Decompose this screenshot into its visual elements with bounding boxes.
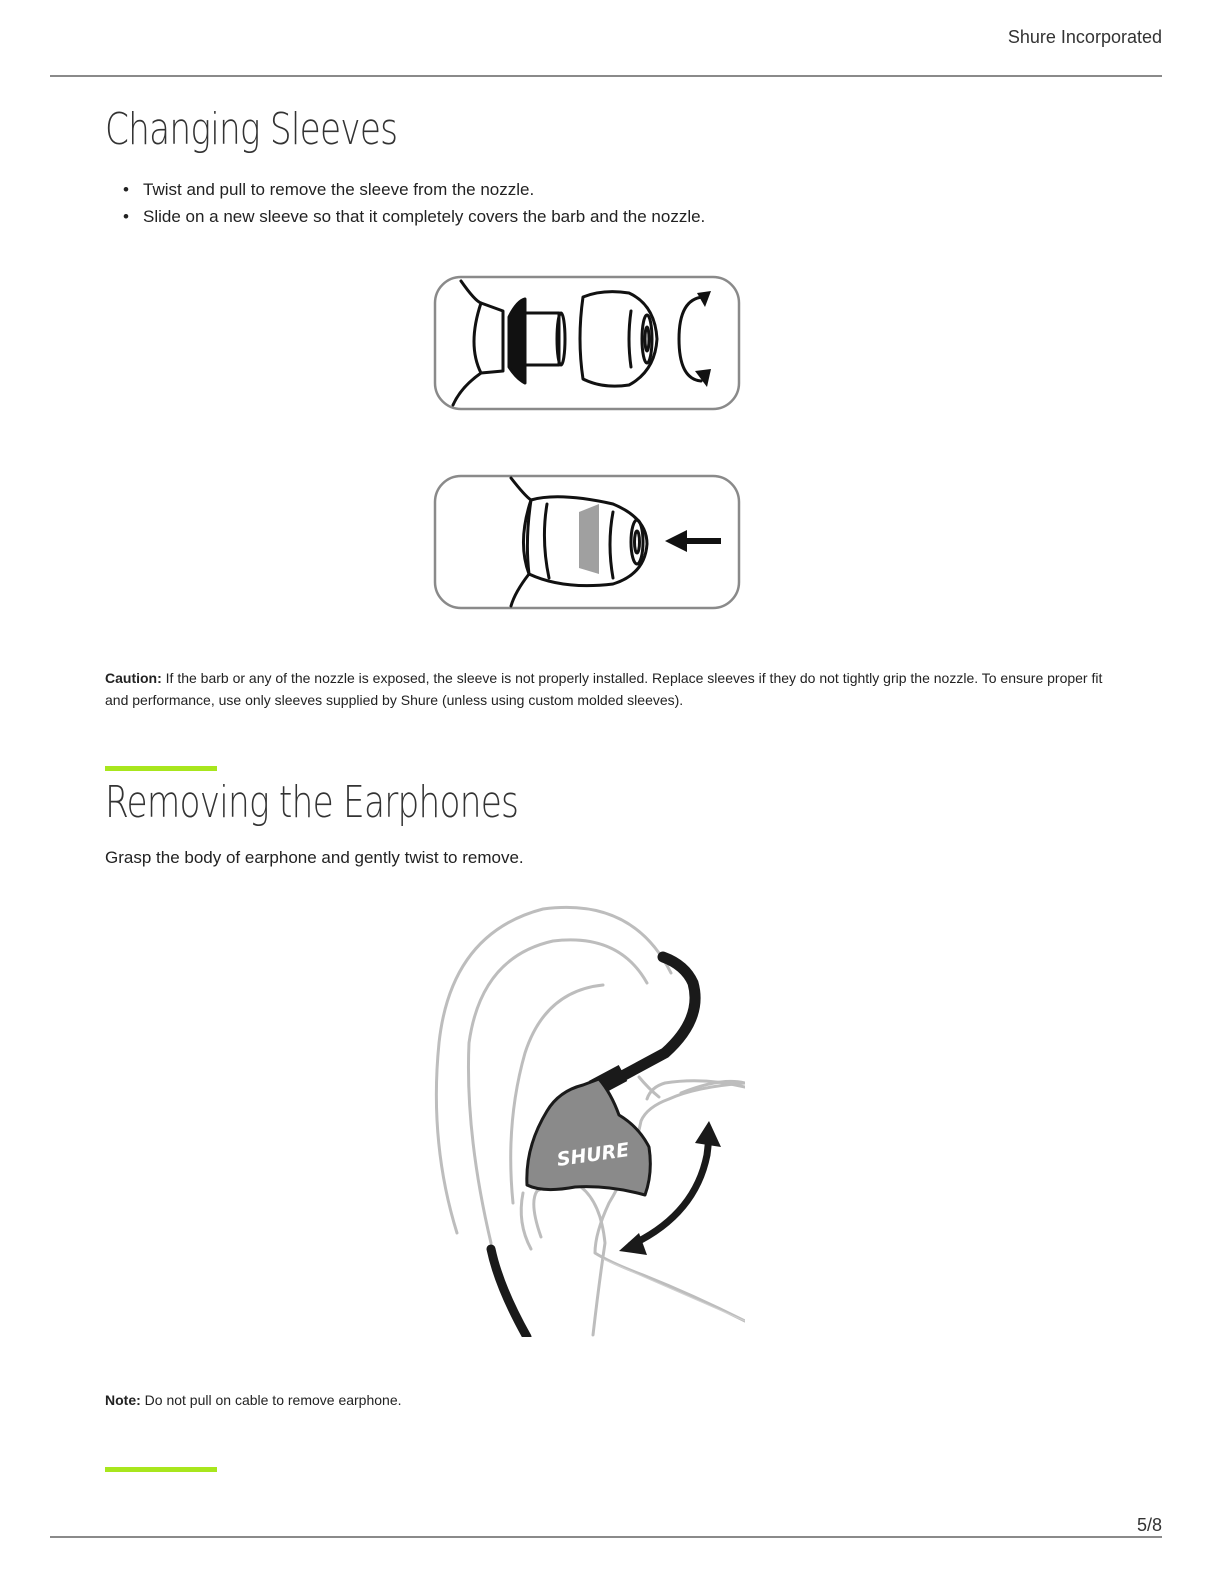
caution-label: Caution: [105,670,162,686]
header-company-name: Shure Incorporated [1007,27,1162,47]
section-title-removing-earphones: Removing the Earphones [105,777,519,828]
list-item: • Slide on a new sleeve so that it completely covers the barb and the nozzle. [105,203,705,230]
list-item: • Twist and pull to remove the sleeve from the nozzle. [105,176,705,203]
note-text [105,1389,402,1411]
note-body: Do not pull on cable to remove earphone. [140,1392,402,1408]
sleeve-steps-list [105,176,705,230]
caution-text: If the barb or any of the nozzle is exposed, the sleeve is not properly installed. Replace sleeves if they do not tightly grip the nozzle. To ensure proper fit and performance, use only sleeves supplied by Shure (unless using custom molded sleeves). [105,670,1103,708]
remove-sleeve-illustration [433,275,741,411]
caution-note [105,667,1115,711]
page-number: 5/8 [1136,1515,1162,1535]
shure-logo: SHURE [555,1139,631,1171]
header-rule [50,75,1162,77]
footer-rule [50,1536,1162,1538]
ear-removal-illustration [433,903,745,1337]
section-accent-bar [105,766,217,771]
section-accent-bar [105,1467,217,1472]
install-sleeve-illustration [433,474,741,610]
removal-instructions: Grasp the body of earphone and gently twist to remove. [105,848,524,867]
note-label: Note: [105,1392,141,1408]
section-title-changing-sleeves: Changing Sleeves [105,104,398,155]
